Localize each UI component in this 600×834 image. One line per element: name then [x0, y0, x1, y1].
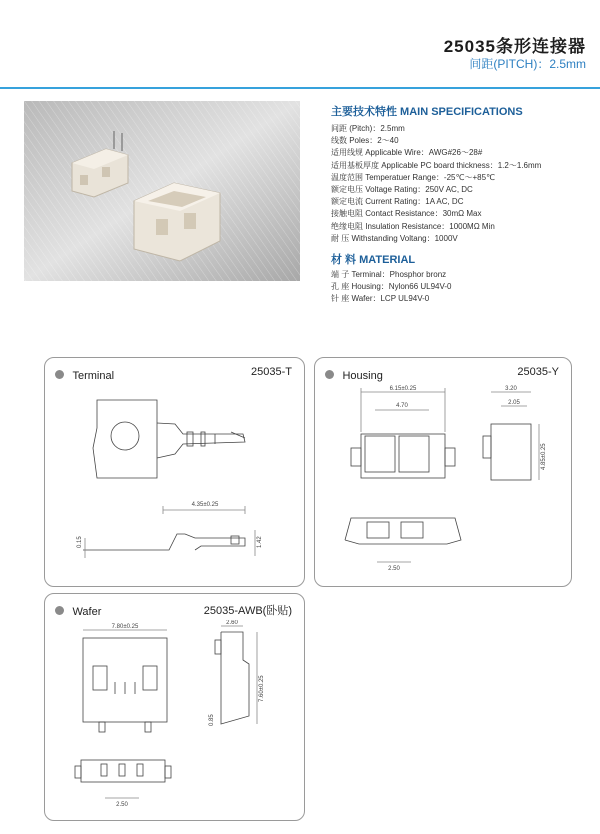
- spec-insulation-resistance: 绝缘电阻 Insulation Resistance：1000MΩ Min: [331, 221, 495, 231]
- wafer-dim-pitch: 2.50: [116, 802, 128, 808]
- wafer-panel-header: [55, 602, 101, 620]
- wafer-dim-pin: 0.85: [209, 714, 215, 726]
- terminal-title: Terminal: [72, 370, 115, 382]
- housing-dim-side: 2.05: [508, 400, 520, 406]
- housing-code: 25035-Y: [517, 366, 559, 378]
- housing-panel-header: [325, 366, 383, 384]
- page-title: 25035条形连接器: [443, 37, 586, 56]
- housing-panel: [314, 357, 572, 587]
- material-heading: 材 料 MATERIAL: [331, 254, 416, 266]
- housing-dim-height: 4.85±0.25: [541, 443, 547, 470]
- wafer-dim-width: 7.80±0.25: [111, 624, 139, 630]
- terminal-dim-length: 4.35±0.25: [191, 502, 219, 508]
- material-terminal: 端 子 Terminal：Phosphor bronz: [331, 270, 447, 279]
- page-subtitle: 间距(PITCH)：2.5mm: [469, 57, 586, 71]
- terminal-dim-thickness: 0.15: [77, 536, 83, 548]
- spec-poles: 线数 Poles：2～40: [331, 136, 399, 146]
- terminal-dim-height: 1.42: [257, 536, 263, 548]
- housing-dim-depth: 3.20: [505, 386, 517, 392]
- housing-dim-pitch: 2.50: [388, 566, 400, 572]
- terminal-code: 25035-T: [251, 366, 292, 378]
- spec-current: 额定电流 Current Rating：1A AC, DC: [331, 197, 464, 207]
- product-photo: [24, 101, 300, 281]
- spec-board: 适用基板厚度 Applicable PC board thickness：1.2～1.6mm: [331, 160, 542, 170]
- material-wafer: 针 座 Wafer：LCP UL94V-0: [331, 294, 430, 304]
- spec-wire: 适用线规 Applicable Wire：AWG#26～28#: [331, 148, 483, 158]
- spec-pitch: 间距 (Pitch)：2.5mm: [331, 124, 405, 133]
- bullet-icon: [55, 370, 64, 379]
- wafer-drawing: [45, 620, 304, 820]
- terminal-panel: [44, 357, 305, 587]
- wafer-code: 25035-AWB(卧贴): [203, 605, 292, 617]
- material-list: [331, 269, 452, 306]
- material-housing: 孔 座 Housing：Nylon66 UL94V-0: [331, 282, 452, 292]
- terminal-panel-header: [55, 366, 114, 384]
- wafer-dim-height: 7.60±0.25: [259, 675, 265, 702]
- wafer-dim-depth: 2.60: [226, 620, 238, 626]
- spec-withstanding-voltage: 耐 压 Withstanding Voltang：1000V: [331, 233, 458, 243]
- wafer-panel: [44, 593, 305, 821]
- terminal-drawing: [45, 388, 304, 586]
- bullet-icon: [55, 606, 64, 615]
- spec-contact-resistance: 接触电阻 Contact Resistance：30mΩ Max: [331, 209, 482, 219]
- bullet-icon: [325, 370, 334, 379]
- housing-dim-width: 6.15±0.25: [389, 386, 417, 392]
- header-divider: [0, 87, 600, 89]
- specs-list: [331, 123, 541, 245]
- spec-voltage: 额定电压 Voltage Rating：250V AC, DC: [331, 185, 473, 195]
- spec-temperature: 温度范围 Temperatuer Range：-25℃～+85℃: [331, 172, 496, 182]
- specs-heading: 主要技术特性 MAIN SPECIFICATIONS: [331, 106, 523, 118]
- housing-title: Housing: [342, 370, 383, 382]
- housing-dim-inner: 4.70: [396, 403, 408, 409]
- housing-drawing: [315, 384, 571, 586]
- wafer-title: Wafer: [72, 606, 102, 618]
